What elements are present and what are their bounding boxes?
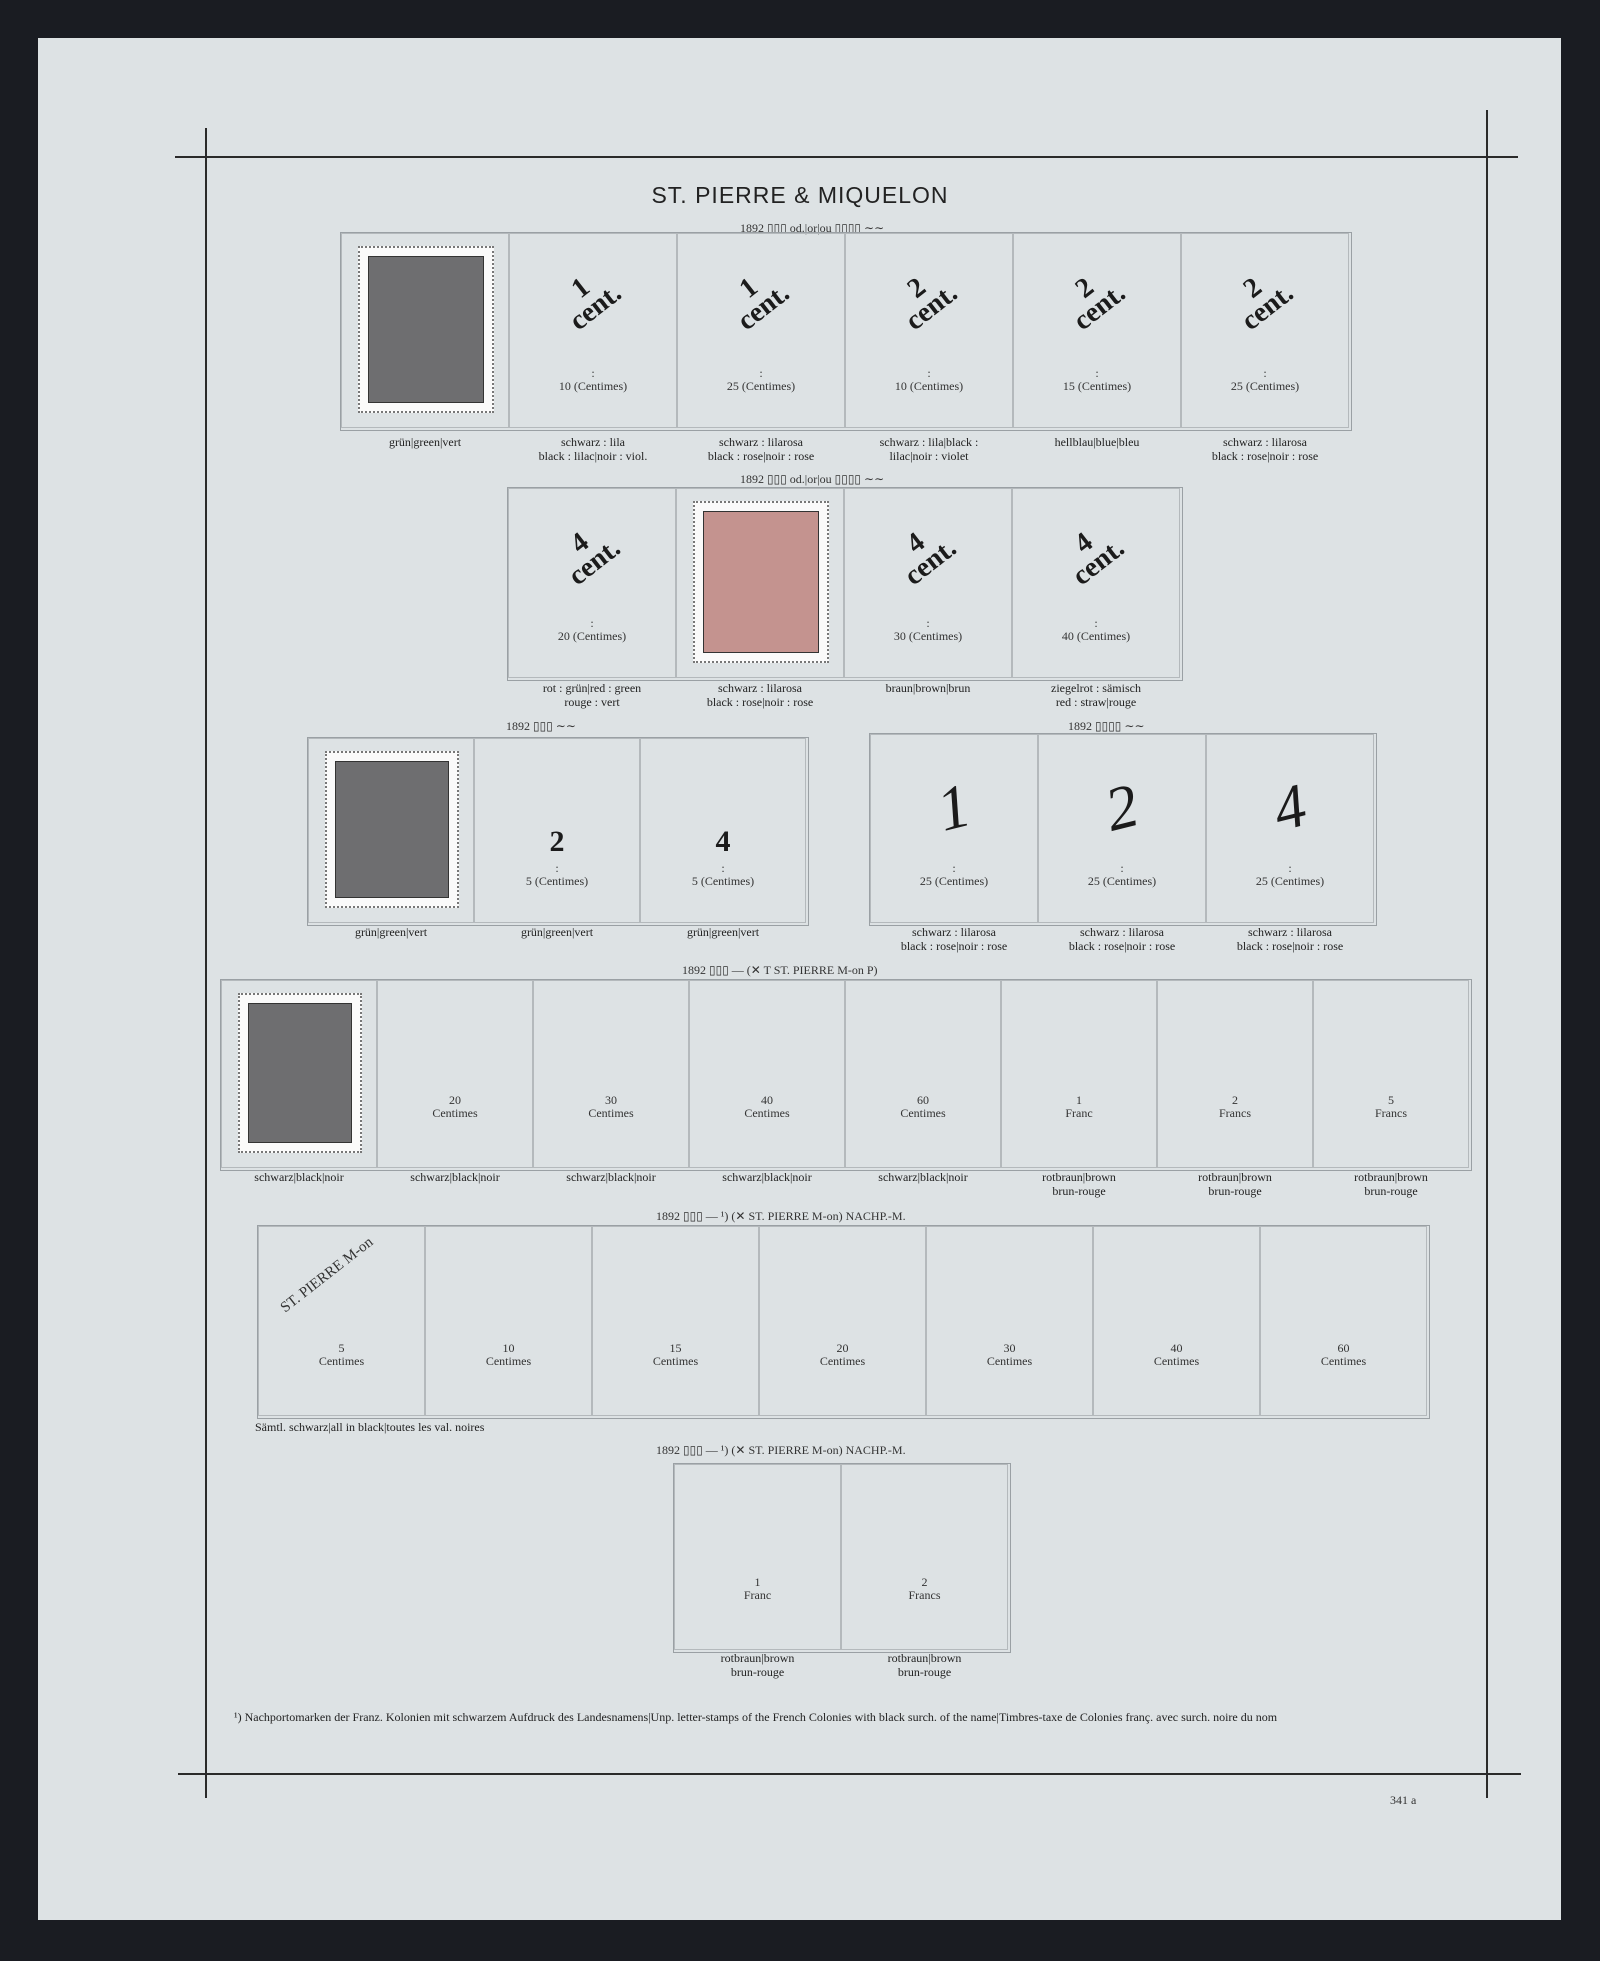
row1-stamp-space — [1013, 233, 1181, 428]
mounted-stamp — [325, 751, 459, 908]
value-label: : 25 (Centimes) — [1255, 861, 1325, 888]
row3a-stamp-space — [308, 738, 474, 923]
value-label: : 10 (Centimes) — [894, 366, 964, 393]
row3a-header: 1892 ▯▯▯ ∼∼ — [506, 719, 576, 733]
color-caption: schwarz : lilarosa black : rose|noir : rose — [1211, 435, 1319, 463]
left-rule — [205, 128, 207, 1798]
color-caption: rotbraun|brown brun-rouge — [1354, 1170, 1428, 1198]
row2-header: 1892 ▯▯▯ od.|or|ou ▯▯▯▯ ∼∼ — [740, 472, 885, 486]
row4-stamp-space — [533, 980, 689, 1168]
value-label: 2 Francs — [908, 1575, 941, 1602]
color-caption: grün|green|vert — [354, 925, 428, 939]
color-caption: schwarz : lilarosa black : rose|noir : rose — [1068, 925, 1176, 953]
value-label: 10 Centimes — [485, 1341, 532, 1368]
color-caption: schwarz|black|noir — [878, 1170, 968, 1184]
stamp-image — [368, 256, 484, 403]
value-label: 20 Centimes — [432, 1093, 478, 1120]
surcharge-text: 2 cent. — [1067, 271, 1132, 337]
stamp-image — [703, 511, 819, 653]
row4-stamp-space — [1157, 980, 1313, 1168]
bottom-rule — [178, 1773, 1521, 1775]
color-caption: grün|green|vert — [686, 925, 760, 939]
value-label: 1 Franc — [1065, 1093, 1093, 1120]
value-label: 30 Centimes — [588, 1093, 634, 1120]
color-caption: schwarz : lilarosa black : rose|noir : rose — [707, 435, 815, 463]
stamp-image — [248, 1003, 352, 1143]
color-caption: braun|brown|brun — [885, 681, 971, 695]
surcharge-text: 2 cent. — [1235, 271, 1300, 337]
value-label: 5 Centimes — [318, 1341, 365, 1368]
value-label: : 40 (Centimes) — [1061, 616, 1131, 643]
value-label: : 25 (Centimes) — [1087, 861, 1157, 888]
value-label: 30 Centimes — [986, 1341, 1033, 1368]
row3b-stamp-space — [1038, 734, 1206, 923]
stamp-image — [335, 761, 449, 898]
row3b-header: 1892 ▯▯▯▯ ∼∼ — [1068, 719, 1145, 733]
color-caption: grün|green|vert — [388, 435, 462, 449]
color-caption: schwarz|black|noir — [254, 1170, 344, 1184]
row6-stamp-space — [841, 1464, 1008, 1650]
row5-stamp-space — [1093, 1226, 1260, 1416]
row4-stamp-space — [689, 980, 845, 1168]
value-label: : 10 (Centimes) — [558, 366, 628, 393]
value-label: : 5 (Centimes) — [525, 861, 589, 888]
row5-note: Sämtl. schwarz|all in black|toutes les val. noires — [255, 1420, 485, 1434]
value-label: : 30 (Centimes) — [893, 616, 963, 643]
value-label: 60 Centimes — [1320, 1341, 1367, 1368]
surcharge-number: 2 — [549, 825, 565, 858]
value-label: : 25 (Centimes) — [726, 366, 796, 393]
color-caption: rotbraun|brown brun-rouge — [1042, 1170, 1116, 1198]
page-title: ST. PIERRE & MIQUELON — [651, 182, 949, 208]
row3b-stamp-space — [1206, 734, 1374, 923]
color-caption: schwarz : lilarosa black : rose|noir : rose — [706, 681, 814, 709]
row5-stamp-space — [592, 1226, 759, 1416]
row5-stamp-space — [425, 1226, 592, 1416]
row5-stamp-space — [1260, 1226, 1427, 1416]
row2-stamp-space — [844, 488, 1012, 678]
color-caption: rotbraun|brown brun-rouge — [1198, 1170, 1272, 1198]
value-label: 1 Franc — [743, 1575, 772, 1602]
value-label: 15 Centimes — [652, 1341, 699, 1368]
row2-stamp-space — [508, 488, 676, 678]
value-label: : 25 (Centimes) — [1230, 366, 1300, 393]
row3a-stamp-space — [640, 738, 806, 923]
value-label: : 5 (Centimes) — [691, 861, 755, 888]
footnote: ¹) Nachportomarken der Franz. Kolonien mit schwarzem Aufdruck des Landesnamens|Unp. letter-stamps of the French Colonies with black surch. of the name|Timbres-taxe de Colonies franç. avec surch. noire du nom — [234, 1710, 1278, 1724]
color-caption: ziegelrot : sämisch red : straw|rouge — [1051, 681, 1141, 709]
surcharge-text: 4 cent. — [562, 526, 627, 592]
row4-header: 1892 ▯▯▯ — (✕ T ST. PIERRE M-on P) — [682, 963, 878, 977]
mounted-stamp — [693, 501, 829, 663]
color-caption: schwarz|black|noir — [566, 1170, 656, 1184]
row1-stamp-space — [341, 233, 509, 428]
mounted-stamp — [238, 993, 362, 1153]
row4-stamp-space — [377, 980, 533, 1168]
row6-stamp-space — [674, 1464, 841, 1650]
value-label: 40 Centimes — [744, 1093, 790, 1120]
handwritten-surcharge: 4 — [1266, 771, 1314, 845]
value-label: : 20 (Centimes) — [557, 616, 627, 643]
value-label: 60 Centimes — [900, 1093, 946, 1120]
color-caption: rotbraun|brown brun-rouge — [720, 1651, 795, 1679]
color-caption: hellblau|blue|bleu — [1054, 435, 1140, 449]
color-caption: rotbraun|brown brun-rouge — [887, 1651, 962, 1679]
value-label: 40 Centimes — [1153, 1341, 1200, 1368]
value-label: : 25 (Centimes) — [919, 861, 989, 888]
row4-stamp-space — [221, 980, 377, 1168]
top-rule — [175, 156, 1518, 158]
row1-stamp-space — [845, 233, 1013, 428]
color-caption: schwarz : lilarosa black : rose|noir : rose — [1236, 925, 1344, 953]
row1-stamp-space — [509, 233, 677, 428]
surcharge-text: 4 cent. — [1066, 526, 1131, 592]
surcharge-text: 4 cent. — [898, 526, 963, 592]
row4-stamp-space — [1001, 980, 1157, 1168]
row5-stamp-space — [926, 1226, 1093, 1416]
row1-stamp-space — [677, 233, 845, 428]
color-caption: schwarz|black|noir — [722, 1170, 812, 1184]
color-caption: schwarz : lila black : lilac|noir : viol. — [538, 435, 648, 463]
row5-header: 1892 ▯▯▯ — ¹) (✕ ST. PIERRE M-on) NACHP.-M. — [656, 1209, 906, 1223]
value-label: : 15 (Centimes) — [1062, 366, 1132, 393]
color-caption: rot : grün|red : green rouge : vert — [542, 681, 642, 709]
color-caption: grün|green|vert — [520, 925, 594, 939]
row6-header: 1892 ▯▯▯ — ¹) (✕ ST. PIERRE M-on) NACHP.-M. — [656, 1443, 906, 1457]
row4-stamp-space — [845, 980, 1001, 1168]
value-label: 20 Centimes — [819, 1341, 866, 1368]
overprint-text: ST. PIERRE M-on — [277, 1234, 377, 1317]
color-caption: schwarz : lila|black : lilac|noir : violet — [879, 435, 979, 463]
row2-stamp-space — [676, 488, 844, 678]
surcharge-text: 2 cent. — [899, 271, 964, 337]
surcharge-text: 1 cent. — [731, 271, 796, 337]
value-label: 5 Francs — [1375, 1093, 1407, 1120]
right-rule — [1486, 110, 1488, 1798]
page-number: 341 a — [1390, 1793, 1417, 1807]
mounted-stamp — [358, 246, 494, 413]
row2-stamp-space — [1012, 488, 1180, 678]
row1-stamp-space — [1181, 233, 1349, 428]
row1-header: 1892 ▯▯▯ od.|or|ou ▯▯▯▯ ∼∼ — [740, 221, 885, 235]
color-caption: schwarz : lilarosa black : rose|noir : rose — [900, 925, 1008, 953]
handwritten-surcharge: 1 — [930, 771, 978, 845]
handwritten-surcharge: 2 — [1098, 771, 1146, 845]
row3a-stamp-space — [474, 738, 640, 923]
row4-stamp-space — [1313, 980, 1469, 1168]
row5-stamp-space — [759, 1226, 926, 1416]
color-caption: schwarz|black|noir — [410, 1170, 500, 1184]
surcharge-number: 4 — [715, 825, 731, 858]
row3b-stamp-space — [870, 734, 1038, 923]
row5-stamp-space — [258, 1226, 425, 1416]
surcharge-text: 1 cent. — [563, 271, 628, 337]
value-label: 2 Francs — [1219, 1093, 1251, 1120]
